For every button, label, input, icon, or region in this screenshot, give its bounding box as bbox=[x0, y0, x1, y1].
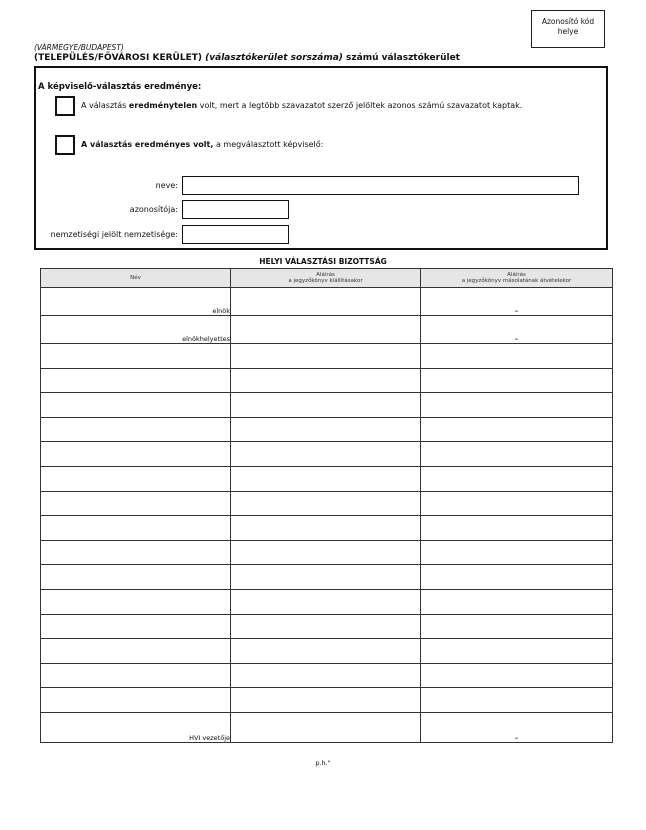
member-name-cell[interactable] bbox=[41, 417, 231, 442]
seal-placeholder: p.h." bbox=[315, 759, 331, 767]
id-code-label-2: helye bbox=[557, 27, 579, 36]
successful-option-text: A választás eredményes volt, a megválasztott képviselő: bbox=[81, 140, 324, 149]
signature-copy-cell[interactable] bbox=[421, 565, 613, 590]
name-label: neve: bbox=[155, 181, 178, 190]
member-name-cell[interactable]: elnökhelyettes bbox=[41, 316, 231, 344]
header-signature-issue: Aláírás a jegyzőkönyv kiállításakor bbox=[231, 269, 421, 288]
signature-copy-cell[interactable]: – bbox=[421, 288, 613, 316]
member-name-cell[interactable] bbox=[41, 368, 231, 393]
unsuccessful-option-text: A választás eredménytelen volt, mert a legtöbb szavazatot szerző jelöltek azonos számú szavazatot kaptak. bbox=[81, 101, 523, 110]
header-signature-copy: Aláírás a jegyzőkönyv másolatának átvételekor bbox=[421, 269, 613, 288]
signature-issue-cell[interactable] bbox=[231, 688, 421, 713]
member-name-cell[interactable] bbox=[41, 639, 231, 664]
table-row bbox=[41, 316, 613, 344]
district-number-label: (választókerület sorszáma) bbox=[205, 53, 343, 63]
signature-copy-cell[interactable] bbox=[421, 688, 613, 713]
id-field[interactable] bbox=[182, 200, 289, 219]
committee-title: HELYI VÁLASZTÁSI BIZOTTSÁG bbox=[259, 257, 387, 266]
signature-copy-cell[interactable] bbox=[421, 442, 613, 467]
signature-copy-cell[interactable]: – bbox=[421, 712, 613, 742]
table-row bbox=[41, 491, 613, 516]
table-row bbox=[41, 663, 613, 688]
nationality-field[interactable] bbox=[182, 225, 289, 244]
signature-copy-cell[interactable] bbox=[421, 639, 613, 664]
member-name-cell[interactable] bbox=[41, 516, 231, 541]
signature-issue-cell[interactable] bbox=[231, 614, 421, 639]
county-label: (VÁRMEGYE/BUDAPEST) bbox=[34, 43, 124, 52]
signature-copy-cell[interactable] bbox=[421, 491, 613, 516]
table-row bbox=[41, 614, 613, 639]
signature-issue-cell[interactable] bbox=[231, 639, 421, 664]
signature-copy-cell[interactable] bbox=[421, 589, 613, 614]
signature-issue-cell[interactable] bbox=[231, 316, 421, 344]
signature-copy-cell[interactable] bbox=[421, 516, 613, 541]
result-box bbox=[34, 66, 608, 250]
id-code-label-1: Azonosító kód bbox=[541, 17, 595, 26]
signature-issue-cell[interactable] bbox=[231, 491, 421, 516]
signature-copy-cell[interactable] bbox=[421, 466, 613, 491]
table-row bbox=[41, 540, 613, 565]
table-row bbox=[41, 516, 613, 541]
member-name-cell[interactable] bbox=[41, 466, 231, 491]
member-name-cell[interactable]: HVI vezetője bbox=[41, 712, 231, 742]
district-suffix: számú választókerület bbox=[346, 53, 460, 63]
signature-issue-cell[interactable] bbox=[231, 368, 421, 393]
signature-issue-cell[interactable] bbox=[231, 540, 421, 565]
member-name-cell[interactable] bbox=[41, 663, 231, 688]
member-name-cell[interactable] bbox=[41, 344, 231, 369]
member-name-cell[interactable] bbox=[41, 565, 231, 590]
table-row bbox=[41, 712, 613, 742]
table-row bbox=[41, 639, 613, 664]
signature-copy-cell[interactable] bbox=[421, 614, 613, 639]
signature-issue-cell[interactable] bbox=[231, 565, 421, 590]
id-code-box bbox=[531, 10, 605, 48]
table-row bbox=[41, 589, 613, 614]
signature-issue-cell[interactable] bbox=[231, 466, 421, 491]
name-field[interactable] bbox=[182, 176, 579, 195]
signature-issue-cell[interactable] bbox=[231, 663, 421, 688]
signature-copy-cell[interactable] bbox=[421, 663, 613, 688]
successful-checkbox[interactable] bbox=[55, 135, 75, 155]
id-label: azonosítója: bbox=[129, 205, 178, 214]
signature-issue-cell[interactable] bbox=[231, 393, 421, 418]
signature-issue-cell[interactable] bbox=[231, 589, 421, 614]
signature-copy-cell[interactable] bbox=[421, 540, 613, 565]
table-row bbox=[41, 565, 613, 590]
table-header-row bbox=[41, 269, 613, 288]
unsuccessful-checkbox[interactable] bbox=[55, 96, 75, 116]
table-body bbox=[41, 288, 613, 743]
signature-copy-cell[interactable] bbox=[421, 393, 613, 418]
signature-copy-cell[interactable] bbox=[421, 417, 613, 442]
settlement-label: (TELEPÜLÉS/FŐVÁROSI KERÜLET) bbox=[34, 53, 202, 63]
signature-copy-cell[interactable]: – bbox=[421, 316, 613, 344]
signature-issue-cell[interactable] bbox=[231, 417, 421, 442]
table-row bbox=[41, 466, 613, 491]
signature-copy-cell[interactable] bbox=[421, 344, 613, 369]
table-row bbox=[41, 417, 613, 442]
signature-copy-cell[interactable] bbox=[421, 368, 613, 393]
member-name-cell[interactable] bbox=[41, 540, 231, 565]
signature-issue-cell[interactable] bbox=[231, 288, 421, 316]
result-title: A képviselő-választás eredménye: bbox=[38, 82, 202, 92]
table-row bbox=[41, 393, 613, 418]
table-row bbox=[41, 288, 613, 316]
member-name-cell[interactable] bbox=[41, 491, 231, 516]
table-row bbox=[41, 442, 613, 467]
header-name: Név bbox=[41, 269, 231, 288]
signature-issue-cell[interactable] bbox=[231, 344, 421, 369]
signature-issue-cell[interactable] bbox=[231, 442, 421, 467]
signature-issue-cell[interactable] bbox=[231, 516, 421, 541]
signature-issue-cell[interactable] bbox=[231, 712, 421, 742]
member-name-cell[interactable]: elnök bbox=[41, 288, 231, 316]
nationality-label: nemzetiségi jelölt nemzetisége: bbox=[50, 230, 178, 239]
committee-signature-table bbox=[40, 268, 613, 743]
member-name-cell[interactable] bbox=[41, 614, 231, 639]
member-name-cell[interactable] bbox=[41, 393, 231, 418]
table-row bbox=[41, 344, 613, 369]
member-name-cell[interactable] bbox=[41, 688, 231, 713]
table-row bbox=[41, 688, 613, 713]
member-name-cell[interactable] bbox=[41, 589, 231, 614]
settlement-line bbox=[34, 53, 460, 63]
table-row bbox=[41, 368, 613, 393]
member-name-cell[interactable] bbox=[41, 442, 231, 467]
